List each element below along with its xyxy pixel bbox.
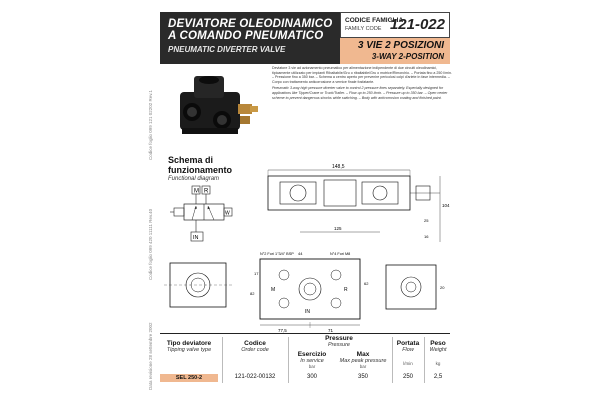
subtitle: PNEUMATIC DIVERTER VALVE	[168, 45, 286, 54]
col-portata-label: Portata	[396, 340, 420, 347]
family-code: 121-022	[389, 16, 445, 33]
front-port-r: R	[344, 287, 348, 293]
col-portata-unit: l/min	[403, 361, 413, 366]
title-line-1: DEVIATORE OLEODINAMICO	[168, 18, 333, 30]
front-port-in: IN	[305, 309, 310, 315]
col-tipo-sub: Tipping valve type	[166, 347, 212, 353]
col-pressure-label: Pressure	[325, 335, 353, 342]
front-port-m: M	[271, 287, 276, 293]
col-tipo-label: Tipo deviatore	[166, 340, 212, 347]
col-max	[336, 351, 390, 369]
col-max-label: Max	[356, 351, 370, 358]
col-peso-label: Peso	[430, 340, 446, 347]
port-w-label: W	[225, 210, 230, 217]
col-esercizio	[290, 351, 334, 369]
col-portata-sub: Flow	[402, 347, 414, 353]
col-portata	[394, 340, 422, 366]
family-code-box	[340, 12, 450, 38]
divider	[392, 337, 393, 383]
schema-title-line-1: Schema di	[168, 155, 214, 165]
family-code-label-en: FAMILY CODE	[345, 26, 382, 32]
top-view-drawing	[240, 162, 450, 247]
col-max-sub: Max peak pressure	[339, 358, 387, 364]
col-esercizio-sub: In service	[300, 358, 324, 364]
dim-side-20: 20	[440, 285, 445, 290]
row-max-value: 350	[357, 374, 368, 380]
row-esercizio-value: 300	[306, 374, 317, 380]
description-it: Deviatore 3 vie ad azionamento pneumatico per alimentazione indipendente di due circuiti oleodinamici, tipicamente utilizzato per impianti Ribaltabile/Gru o ribaltabile/Gru o motrice/Rimorchio. – Portata fino a 250 l/min. – Pressione fino a 350 bar. – Schema a centro aperto per prevenire pericolosi colpi d'ariete in fase intermedia. – Corpo con trattamento anticorrosione a vernice finale fosfatante.	[272, 66, 452, 84]
dim-front-62: 62	[364, 281, 369, 286]
col-pressure-group	[290, 335, 388, 348]
functional-diagram	[168, 184, 236, 246]
dim-top-small-a: 25	[424, 218, 429, 223]
col-codice-sub: Order code	[241, 347, 269, 353]
dim-front-82: 82	[250, 291, 255, 296]
port-in-label: IN	[193, 235, 199, 241]
schema-title	[168, 155, 232, 175]
schema-subtitle: Functional diagram	[168, 176, 220, 182]
note-holes-m8: N°4 Fori M8	[330, 252, 351, 256]
note-holes-bsp: N°2 Fori 1"3/4" BSP	[260, 252, 294, 256]
divider	[424, 337, 425, 383]
col-codice-label: Codice	[244, 340, 266, 347]
title-line-2: A COMANDO PNEUMATICO	[168, 30, 324, 42]
side-text-middle: Codice foglio 099 420 11111 Rev.40	[148, 208, 153, 280]
col-esercizio-label: Esercizio	[297, 351, 327, 358]
row-peso-value: 2,5	[433, 374, 443, 380]
description-en: Pneumatic 3-way high pressure diverter valve to control 2 pressure lines separately. Especially designed for applications like Tipper/Crane or Truck/Trailer. – Flow up to 250 l/min. – Pressure up to 350 bar. – Open center scheme to prevent dangerous shocks while switching. – Body with anticorrosion coating and finished paint.	[272, 86, 448, 100]
dim-front-775: 77,5	[278, 328, 287, 333]
col-codice	[224, 340, 286, 353]
divider	[222, 337, 223, 383]
dim-top-height: 104	[442, 203, 450, 208]
front-view-drawing	[160, 245, 450, 333]
divider	[288, 337, 289, 383]
port-r-label: R	[204, 188, 209, 195]
col-peso-sub: Weight	[429, 347, 447, 353]
row-portata-value: 250	[402, 374, 413, 380]
family-code-label: CODICE FAMIGLIA	[345, 17, 404, 24]
row-tipo-value: SEL 250-2	[160, 374, 218, 382]
dim-front-17: 17	[254, 271, 259, 276]
side-text-top: Codice foglio 099 121 02202 Rev.1	[148, 90, 153, 160]
col-esercizio-unit: bar	[308, 364, 316, 369]
col-tipo	[160, 340, 218, 353]
description	[272, 66, 452, 102]
col-peso	[426, 340, 450, 366]
position-box	[340, 38, 450, 64]
position-en: 3-WAY 2-POSITION	[371, 52, 444, 61]
dim-top-width: 148,5	[332, 164, 345, 170]
col-pressure-sub: Pressure	[327, 342, 350, 348]
port-m-label: M	[194, 188, 199, 195]
col-peso-unit: kg	[435, 361, 441, 366]
side-text-bottom: Data revisione 28 settembre 2002	[148, 322, 153, 390]
dim-top-inner: 125	[334, 226, 342, 231]
schema-title-line-2: funzionamento	[168, 165, 232, 175]
col-max-unit: bar	[359, 364, 367, 369]
specs-table	[160, 333, 450, 385]
dim-front-44: 44	[298, 251, 303, 256]
dim-front-71: 71	[328, 328, 334, 333]
dim-top-small-b: 16	[424, 234, 429, 239]
position-it: 3 VIE 2 POSIZIONI	[357, 40, 444, 51]
row-codice-value: 121-022-00132	[234, 374, 276, 380]
valve-photo	[170, 70, 265, 150]
